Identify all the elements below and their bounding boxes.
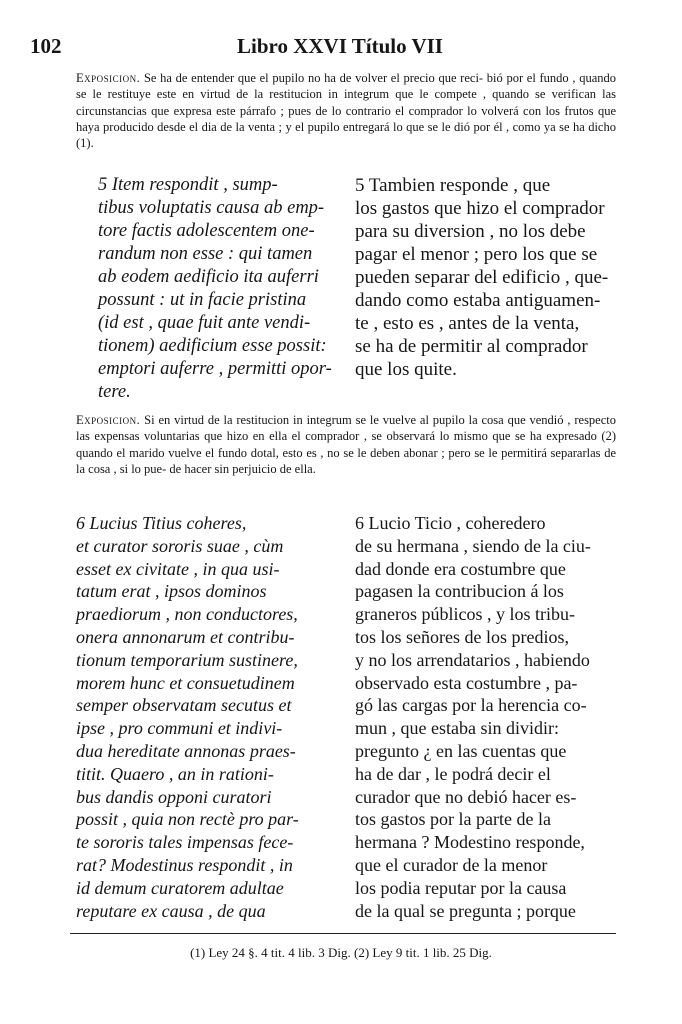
latin-text-line: tatum erat , ipsos dominos bbox=[76, 581, 267, 602]
latin-text-line: id demum curatorem adultae bbox=[76, 877, 284, 898]
spanish-text-line: curador que no debió hacer es- bbox=[355, 786, 577, 807]
exposicion-line: de hacer sin perjuicio de ella. bbox=[169, 461, 316, 476]
latin-text-line: possunt : ut in facie pristina bbox=[98, 290, 307, 310]
spanish-text-line: gó las cargas por la herencia co- bbox=[355, 695, 587, 716]
spanish-text-line: pueden separar del edificio , que- bbox=[355, 267, 609, 288]
spanish-text-line: pagar el menor ; pero los que se bbox=[355, 244, 598, 265]
latin-text-line: semper observatam secutus et bbox=[76, 695, 292, 716]
section-6-latin-column bbox=[76, 512, 338, 922]
spanish-text-line: dad donde era costumbre que bbox=[355, 558, 566, 579]
spanish-text-line: ha de dar , le podrá decir el bbox=[355, 763, 551, 784]
exposicion-note-2 bbox=[76, 412, 616, 477]
spanish-text-line: y no los arrendatarios , habiendo bbox=[355, 649, 590, 670]
exposicion-label: Exposicion. bbox=[76, 413, 141, 427]
latin-text-line: 5 Item respondit , sump- bbox=[98, 175, 278, 195]
latin-text-line: tore factis adolescentem one- bbox=[98, 221, 315, 241]
latin-text-line: emptori auferre , permitti opor- bbox=[98, 359, 332, 379]
latin-text-line: tionum temporarium sustinere, bbox=[76, 649, 298, 670]
latin-text-line: ipse , pro communi et indivi- bbox=[76, 718, 283, 739]
spanish-text-line: dando como estaba antiguamen- bbox=[355, 290, 601, 311]
section-5-latin-column bbox=[98, 174, 336, 404]
running-title: Libro XXVI Título VII bbox=[237, 34, 443, 58]
spanish-text-line: pagasen la contribucion á los bbox=[355, 581, 564, 602]
page-number: 102 bbox=[30, 34, 62, 58]
spanish-text-line: que el curador de la menor bbox=[355, 854, 548, 875]
footnotes: (1) Ley 24 §. 4 tit. 4 lib. 3 Dig. (2) Ley 9 tit. 1 lib. 25 Dig. bbox=[190, 945, 492, 960]
latin-text-line: rat? Modestinus respondit , in bbox=[76, 854, 293, 875]
spanish-text-line: para su diversion , no los debe bbox=[355, 221, 586, 242]
latin-text-line: titit. Quaero , an in rationi- bbox=[76, 763, 274, 784]
section-6-spanish-column bbox=[355, 512, 617, 922]
spanish-text-line: los gastos que hizo el comprador bbox=[355, 198, 605, 219]
spanish-text-line: que los quite. bbox=[355, 359, 457, 380]
latin-text-line: dua hereditate annonas praes- bbox=[76, 740, 296, 761]
latin-text-line: ab eodem aedificio ita auferri bbox=[98, 267, 319, 287]
exposicion-line: que le compete , quando se verifican las circunstancias que expresa este párrafo ; pues bbox=[76, 87, 616, 118]
spanish-text-line: tos gastos por la parte de la bbox=[355, 809, 551, 830]
exposicion-line: Si en virtud de la restitucion in integrum se le vuelve al pupilo la bbox=[144, 413, 482, 427]
spanish-text-line: tos los señores de los predios, bbox=[355, 626, 569, 647]
exposicion-line: Se ha de entender que el pupilo no ha de volver el precio que reci- bbox=[143, 71, 487, 85]
section-5-spanish-column bbox=[355, 174, 617, 381]
spanish-text-line: 6 Lucio Ticio , coheredero bbox=[355, 513, 546, 533]
exposicion-line: bió por el fundo , quando se le restituye este en virtud de la restitucion in integrum bbox=[76, 71, 616, 102]
latin-text-line: reputare ex causa , de qua bbox=[76, 900, 266, 921]
spanish-text-line: hermana ? Modestino responde, bbox=[355, 832, 585, 853]
spanish-text-line: 5 Tambien responde , que bbox=[355, 175, 551, 196]
spanish-text-line: pregunto ¿ en las cuentas que bbox=[355, 740, 567, 761]
exposicion-line: observará lo mismo que se ha expresado (2) quando el marido vuelve el fundo dotal, bbox=[76, 429, 616, 460]
exposicion-label: Exposicion. bbox=[76, 71, 141, 85]
latin-text-line: tere. bbox=[98, 382, 131, 402]
spanish-text-line: mun , que estaba sin dividir: bbox=[355, 718, 559, 739]
latin-text-line: (id est , quae fuit ante vendi- bbox=[98, 313, 311, 333]
latin-text-line: et curator sororis suae , cùm bbox=[76, 535, 284, 556]
spanish-text-line: se ha de permitir al comprador bbox=[355, 336, 588, 357]
spanish-text-line: graneros públicos , y los tribu- bbox=[355, 604, 575, 625]
latin-text-line: tionem) aedificium esse possit: bbox=[98, 336, 327, 356]
latin-text-line: te sororis tales impensas fece- bbox=[76, 832, 294, 853]
latin-text-line: tibus voluptatis causa ab emp- bbox=[98, 198, 325, 218]
latin-text-line: onera annonarum et contribu- bbox=[76, 626, 295, 647]
latin-text-line: esset ex civitate , in qua usi- bbox=[76, 558, 280, 579]
latin-text-line: 6 Lucius Titius coheres, bbox=[76, 513, 247, 533]
latin-text-line: randum non esse : qui tamen bbox=[98, 244, 313, 264]
latin-text-line: morem hunc et consuetudinem bbox=[76, 672, 295, 693]
exposicion-note-1 bbox=[76, 70, 616, 151]
page-header bbox=[30, 34, 650, 64]
exposicion-line: dia de la venta ; y el pupilo entregará lo que se le dió por él , como ya se ha dicho (1). bbox=[76, 119, 616, 151]
exposicion-line: esto es , no se le deben abonar ; pero se le permitirá separarlas de la cosa , si lo pue- bbox=[76, 445, 616, 476]
spanish-text-line: observado esta costumbre , pa- bbox=[355, 672, 578, 693]
footnote-divider bbox=[70, 933, 616, 934]
spanish-text-line: los podia reputar por la causa bbox=[355, 877, 567, 898]
spanish-text-line: te , esto es , antes de la venta, bbox=[355, 313, 580, 334]
latin-text-line: bus dandis opponi curatori bbox=[76, 786, 272, 807]
latin-text-line: possit , quia non rectè pro par- bbox=[76, 809, 299, 830]
spanish-text-line: de la qual se pregunta ; porque bbox=[355, 900, 576, 921]
spanish-text-line: de su hermana , siendo de la ciu- bbox=[355, 535, 591, 556]
exposicion-line: cosa que vendió , respecto las expensas voluntarias que hizo en ella el comprador , se bbox=[76, 413, 616, 444]
exposicion-line: de lo contrario el comprador lo volverá con los frutos que haya producido desde el bbox=[76, 103, 616, 134]
latin-text-line: praediorum , non conductores, bbox=[76, 604, 298, 625]
